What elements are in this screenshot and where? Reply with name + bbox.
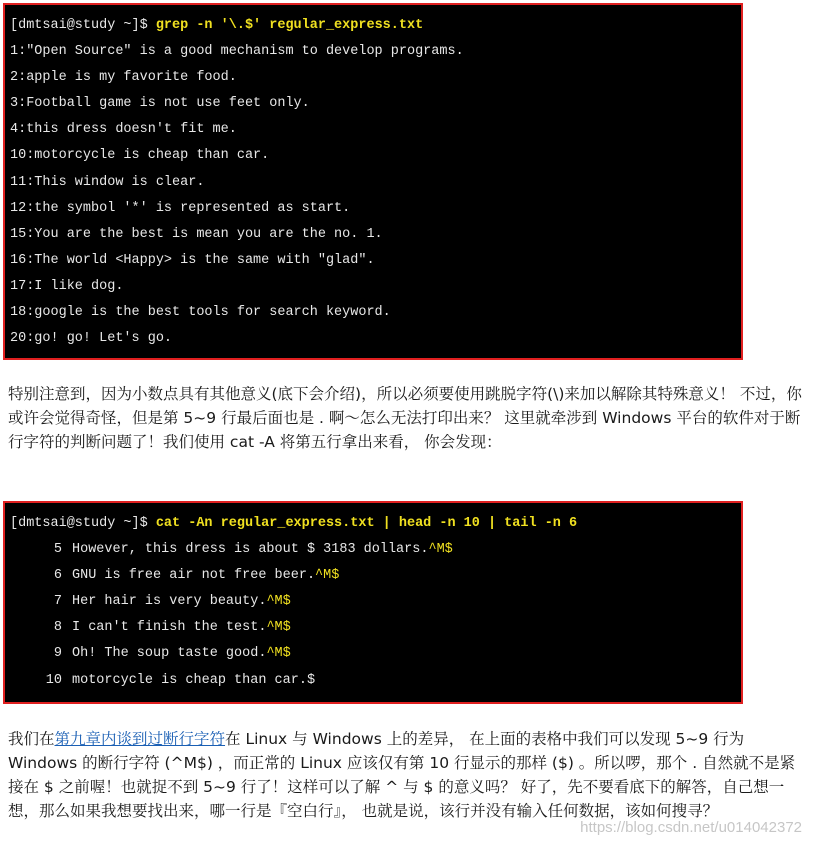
terminal-command-line [10,511,741,537]
terminal-prompt: [dmtsai@study ~]$ [10,516,156,531]
line-text: However, this dress is about $ 3183 dollars. [72,542,429,558]
watermark-url: https://blog.csdn.net/u014042372 [580,819,802,836]
line-number: 10 [45,672,62,688]
line-ending: ^M$ [315,568,340,584]
explanation-paragraph-2 [8,727,808,823]
output-row [10,641,741,667]
line-number: 6 [53,568,62,584]
line-ending: ^M$ [266,620,291,636]
output-line: 11:This window is clear. [10,174,205,190]
terminal-block-cat [3,501,743,704]
output-row [10,668,741,694]
line-ending: ^M$ [266,594,291,610]
output-line: 18:google is the best tools for search keyword. [10,305,391,321]
output-row [10,563,741,589]
output-line: 20:go! go! Let's go. [10,331,173,347]
line-text: motorcycle is cheap than car.$ [72,672,316,688]
output-line: 16:The world <Happy> is the same with "glad". [10,252,375,268]
line-number: 8 [53,620,62,636]
terminal-prompt: [dmtsai@study ~]$ [10,18,156,33]
output-line: 1:"Open Source" is a good mechanism to develop programs. [10,44,464,60]
paragraph-prefix: 我们在 [8,730,55,748]
line-text: GNU is free air not free beer. [72,568,316,584]
chapter-nine-link[interactable]: 第九章内谈到过断行字符 [54,730,226,748]
line-ending: ^M$ [428,542,453,558]
line-text: Oh! The soup taste good. [72,646,267,662]
line-number: 5 [53,542,62,558]
output-row [10,537,741,563]
paragraph-body: 在 Linux 与 Windows 上的差异， 在上面的表格中我们可以发现 5~9 行为 Windows 的断行字符 (^M$) ，而正常的 Linux 应该仅有第 10 行显示的那样 ($) 。所以啰，那个 . 自然就不是紧接在 $ 之前喔！也就捉不到 5~9 行了！这样可以了解 ^ 与 $ 的意义吗？ 好了，先不要看底下的解答，自己想一想，那么如果我想要找出来，哪一行是『空白行』， 也就是说，该行并没有输入任何数据，该如何搜寻？ [8,730,796,820]
line-number: 9 [53,646,62,662]
output-row [10,589,741,615]
line-text: I can't finish the test. [72,620,267,636]
output-line: 3:Football game is not use feet only. [10,96,310,112]
output-line: 4:this dress doesn't fit me. [10,122,237,138]
line-number: 7 [53,594,62,610]
line-text: Her hair is very beauty. [72,594,267,610]
terminal-command: cat -An regular_express.txt | head -n 10 | tail -n 6 [155,516,578,531]
output-row [10,615,741,641]
output-line: 10:motorcycle is cheap than car. [10,148,270,164]
line-ending: ^M$ [266,646,291,662]
output-line: 2:apple is my favorite food. [10,70,237,86]
output-line: 15:You are the best is mean you are the no. 1. [10,226,383,242]
output-line: 12:the symbol '*' is represented as start. [10,200,351,216]
terminal-command-line [10,13,741,39]
terminal-command: grep -n '\.$' regular_express.txt [155,18,424,33]
terminal-block-grep [3,3,743,360]
output-line: 17:I like dog. [10,278,124,294]
explanation-paragraph-1: 特别注意到，因为小数点具有其他意义(底下会介绍)，所以必须要使用跳脱字符(\)来加以解除其特殊意义！ 不过，你或许会觉得奇怪，但是第 5~9 行最后面也是 . 啊～怎么无法打印出来？ 这里就牵涉到 Windows 平台的软件对于断行字符的判断问题了！我们使用 cat -A 将第五行拿出来看， 你会发现： [8,385,802,451]
